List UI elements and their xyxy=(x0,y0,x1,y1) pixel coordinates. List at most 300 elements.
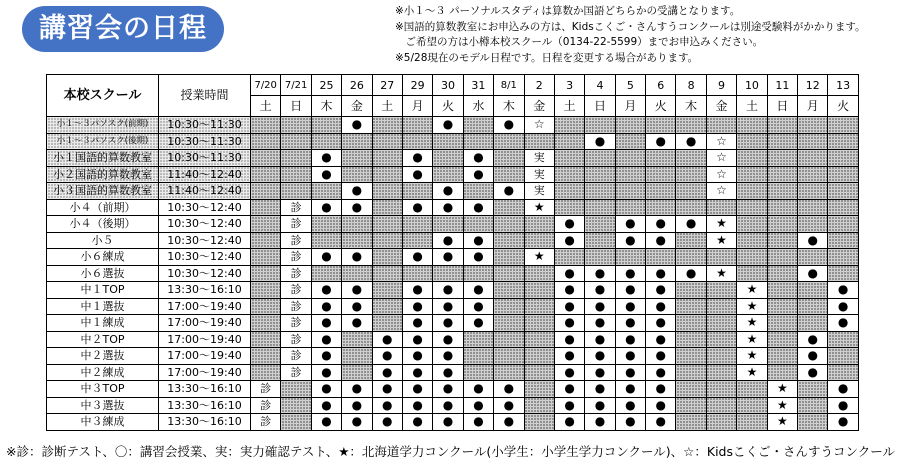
schedule-empty xyxy=(767,315,797,332)
table-row xyxy=(47,348,859,365)
mark-symbol: ● xyxy=(442,414,454,429)
mark-symbol: ● xyxy=(564,397,575,412)
schedule-mark xyxy=(706,232,736,249)
mark-symbol: ● xyxy=(685,216,697,231)
mark-symbol: ● xyxy=(564,265,575,280)
table-row xyxy=(47,183,859,200)
schedule-empty xyxy=(251,150,281,167)
mark-symbol: ★ xyxy=(746,298,758,313)
schedule-empty xyxy=(433,166,463,183)
schedule-mark xyxy=(433,331,463,348)
course-name: 小５ xyxy=(47,232,159,249)
schedule-empty xyxy=(342,348,372,365)
schedule-mark xyxy=(281,348,311,365)
schedule-mark xyxy=(311,150,341,167)
schedule-empty xyxy=(372,199,402,216)
mark-symbol: ● xyxy=(594,348,606,363)
schedule-empty xyxy=(737,414,767,431)
schedule-empty xyxy=(554,150,584,167)
schedule-mark xyxy=(494,414,524,431)
schedule-empty xyxy=(737,199,767,216)
course-name: 中１練成 xyxy=(47,315,159,332)
schedule-mark xyxy=(615,364,645,381)
mark-symbol: ● xyxy=(655,232,667,247)
schedule-mark xyxy=(463,282,493,299)
schedule-mark xyxy=(737,315,767,332)
schedule-empty xyxy=(676,183,706,200)
schedule-empty xyxy=(554,183,584,200)
mark-symbol: 診 xyxy=(290,266,302,280)
mark-symbol: ● xyxy=(321,381,332,396)
schedule-empty xyxy=(463,364,493,381)
schedule-mark xyxy=(646,232,676,249)
schedule-empty xyxy=(524,348,554,365)
schedule-mark xyxy=(828,298,858,315)
schedule-mark xyxy=(433,183,463,200)
course-name: 中２練成 xyxy=(47,364,159,381)
mark-symbol: 診 xyxy=(290,299,302,313)
table-row xyxy=(47,150,859,167)
schedule-empty xyxy=(372,232,402,249)
mark-symbol: ● xyxy=(351,249,363,264)
schedule-mark xyxy=(737,364,767,381)
schedule-empty xyxy=(585,216,615,233)
mark-symbol: 診 xyxy=(260,382,272,396)
mark-symbol: ● xyxy=(807,348,818,363)
mark-symbol: ● xyxy=(564,315,575,330)
schedule-empty xyxy=(798,216,828,233)
mark-symbol: ● xyxy=(503,117,515,132)
date-cell: 31 xyxy=(463,75,493,96)
mark-symbol: ● xyxy=(412,282,423,297)
schedule-mark xyxy=(646,364,676,381)
course-name: 小１～３パソスク(後期) xyxy=(47,133,159,150)
schedule-mark xyxy=(311,166,341,183)
schedule-empty xyxy=(737,216,767,233)
schedule-mark xyxy=(311,331,341,348)
course-name: 小４（前期） xyxy=(47,199,159,216)
mark-symbol: ● xyxy=(351,397,363,412)
class-time: 17:00～19:40 xyxy=(159,298,251,315)
mark-symbol: ● xyxy=(564,348,575,363)
schedule-empty xyxy=(767,183,797,200)
class-time: 13:30～16:10 xyxy=(159,282,251,299)
class-time: 17:00～19:40 xyxy=(159,348,251,365)
schedule-empty xyxy=(646,183,676,200)
mark-symbol: ● xyxy=(655,364,667,379)
weekday-cell: 木 xyxy=(494,96,524,117)
schedule-empty xyxy=(524,298,554,315)
schedule-mark xyxy=(372,331,402,348)
mark-symbol: 診 xyxy=(290,200,302,214)
schedule-mark xyxy=(433,298,463,315)
schedule-mark xyxy=(402,199,432,216)
schedule-mark xyxy=(828,397,858,414)
schedule-empty xyxy=(372,183,402,200)
mark-symbol: ● xyxy=(351,282,363,297)
mark-symbol: ● xyxy=(321,166,332,181)
class-time: 10:30～11:30 xyxy=(159,117,251,134)
schedule-mark xyxy=(676,216,706,233)
schedule-mark xyxy=(402,381,432,398)
schedule-mark xyxy=(737,282,767,299)
schedule-empty xyxy=(676,364,706,381)
schedule-empty xyxy=(585,249,615,266)
table-row xyxy=(47,298,859,315)
schedule-empty xyxy=(767,348,797,365)
schedule-empty xyxy=(372,249,402,266)
schedule-mark xyxy=(646,216,676,233)
mark-symbol: ● xyxy=(473,249,484,264)
schedule-empty xyxy=(402,232,432,249)
mark-symbol: ★ xyxy=(533,199,545,214)
schedule-empty xyxy=(767,265,797,282)
schedule-empty xyxy=(828,150,858,167)
schedule-mark xyxy=(402,348,432,365)
schedule-empty xyxy=(706,117,736,134)
schedule-empty xyxy=(706,397,736,414)
mark-symbol: ● xyxy=(382,331,393,346)
schedule-mark xyxy=(372,348,402,365)
schedule-empty xyxy=(524,133,554,150)
schedule-empty xyxy=(251,232,281,249)
mark-symbol: ● xyxy=(351,315,363,330)
mark-symbol: ● xyxy=(625,331,636,346)
schedule-empty xyxy=(706,364,736,381)
schedule-mark xyxy=(798,331,828,348)
schedule-mark xyxy=(706,183,736,200)
mark-symbol: ● xyxy=(594,265,606,280)
schedule-empty xyxy=(402,117,432,134)
notes-block xyxy=(395,4,915,66)
schedule-mark xyxy=(463,315,493,332)
schedule-empty xyxy=(737,265,767,282)
weekday-cell: 月 xyxy=(402,96,432,117)
schedule-empty xyxy=(585,232,615,249)
mark-symbol: ★ xyxy=(716,216,727,231)
mark-symbol: ● xyxy=(473,397,484,412)
schedule-mark xyxy=(524,199,554,216)
mark-symbol: ● xyxy=(655,381,667,396)
schedule-empty xyxy=(767,331,797,348)
schedule-empty xyxy=(737,249,767,266)
mark-symbol: ● xyxy=(655,414,667,429)
schedule-empty xyxy=(494,331,524,348)
schedule-mark xyxy=(615,397,645,414)
schedule-empty xyxy=(251,298,281,315)
schedule-mark xyxy=(554,232,584,249)
mark-symbol: ● xyxy=(594,133,606,148)
schedule-empty xyxy=(372,216,402,233)
schedule-mark xyxy=(311,381,341,398)
mark-symbol: ● xyxy=(412,381,423,396)
schedule-empty xyxy=(372,298,402,315)
course-name: 中２TOP xyxy=(47,331,159,348)
mark-symbol: ● xyxy=(412,166,423,181)
class-time: 10:30～12:40 xyxy=(159,199,251,216)
schedule-mark xyxy=(798,348,828,365)
mark-symbol: ● xyxy=(321,397,332,412)
mark-symbol: ● xyxy=(655,265,667,280)
mark-symbol: ● xyxy=(655,282,667,297)
schedule-mark xyxy=(615,348,645,365)
schedule-empty xyxy=(798,249,828,266)
date-cell: 25 xyxy=(311,75,341,96)
course-name: 中３TOP xyxy=(47,381,159,398)
schedule-empty xyxy=(828,265,858,282)
mark-symbol: ● xyxy=(442,364,454,379)
mark-symbol: 診 xyxy=(290,283,302,297)
mark-symbol: ● xyxy=(442,199,454,214)
mark-symbol: ★ xyxy=(776,381,788,396)
mark-symbol: ● xyxy=(564,232,575,247)
header-row-dates xyxy=(47,75,859,96)
mark-symbol: ● xyxy=(655,298,667,313)
mark-symbol: ● xyxy=(503,381,515,396)
schedule-empty xyxy=(798,315,828,332)
schedule-empty xyxy=(281,397,311,414)
schedule-mark xyxy=(372,381,402,398)
mark-symbol: ● xyxy=(473,166,484,181)
schedule-empty xyxy=(251,282,281,299)
mark-symbol: ● xyxy=(321,315,332,330)
schedule-mark xyxy=(281,315,311,332)
weekday-cell: 月 xyxy=(798,96,828,117)
date-cell: 7/20 xyxy=(251,75,281,96)
schedule-empty xyxy=(676,397,706,414)
mark-symbol: 実 xyxy=(533,167,545,181)
mark-symbol: ● xyxy=(594,315,606,330)
mark-symbol: ● xyxy=(412,249,423,264)
schedule-empty xyxy=(676,249,706,266)
schedule-empty xyxy=(585,166,615,183)
schedule-mark xyxy=(828,282,858,299)
mark-symbol: ● xyxy=(837,315,849,330)
mark-symbol: ● xyxy=(625,232,636,247)
schedule-empty xyxy=(767,232,797,249)
schedule-mark xyxy=(615,315,645,332)
mark-symbol: ● xyxy=(442,298,454,313)
mark-symbol: ● xyxy=(837,381,849,396)
mark-symbol: ★ xyxy=(746,364,758,379)
schedule-mark xyxy=(585,282,615,299)
schedule-empty xyxy=(281,117,311,134)
schedule-mark xyxy=(554,315,584,332)
schedule-empty xyxy=(524,232,554,249)
schedule-mark xyxy=(706,166,736,183)
schedule-mark xyxy=(554,381,584,398)
class-time: 11:40～12:40 xyxy=(159,166,251,183)
schedule-empty xyxy=(463,216,493,233)
legend-footer: ※診：診断テスト、〇：講習会授業、実：実力確認テスト、★：北海道学力コンクール(小学生：小学生学力コンクール)、☆：Kidsこくご・さんすうコンクール xyxy=(6,444,896,459)
mark-symbol: ● xyxy=(503,397,515,412)
schedule-empty xyxy=(251,331,281,348)
schedule-empty xyxy=(767,117,797,134)
schedule-empty xyxy=(798,166,828,183)
mark-symbol: ● xyxy=(351,414,363,429)
schedule-mark xyxy=(646,348,676,365)
schedule-mark xyxy=(554,331,584,348)
schedule-mark xyxy=(524,249,554,266)
mark-symbol: ☆ xyxy=(716,166,727,181)
mark-symbol: 診 xyxy=(290,250,302,264)
schedule-empty xyxy=(251,117,281,134)
mark-symbol: ☆ xyxy=(716,133,727,148)
schedule-mark xyxy=(706,133,736,150)
class-time: 10:30～11:30 xyxy=(159,150,251,167)
schedule-empty xyxy=(251,183,281,200)
mark-symbol: ☆ xyxy=(716,183,727,198)
schedule-mark xyxy=(524,117,554,134)
schedule-empty xyxy=(676,298,706,315)
schedule-mark xyxy=(342,397,372,414)
schedule-empty xyxy=(767,249,797,266)
mark-symbol: 実 xyxy=(533,184,545,198)
course-name: 小１～３パソスク(前期) xyxy=(47,117,159,134)
schedule-mark xyxy=(494,397,524,414)
mark-symbol: ● xyxy=(412,150,423,165)
weekday-cell: 土 xyxy=(554,96,584,117)
mark-symbol: ● xyxy=(625,381,636,396)
schedule-empty xyxy=(646,117,676,134)
mark-symbol: ● xyxy=(564,414,575,429)
schedule-empty xyxy=(463,133,493,150)
schedule-mark xyxy=(585,331,615,348)
schedule-mark xyxy=(342,199,372,216)
schedule-mark xyxy=(646,315,676,332)
schedule-mark xyxy=(342,183,372,200)
mark-symbol: ● xyxy=(473,232,484,247)
schedule-mark xyxy=(585,265,615,282)
schedule-empty xyxy=(737,117,767,134)
schedule-empty xyxy=(342,133,372,150)
schedule-mark xyxy=(615,216,645,233)
mark-symbol: ● xyxy=(594,298,606,313)
schedule-empty xyxy=(828,348,858,365)
schedule-empty xyxy=(372,315,402,332)
schedule-mark xyxy=(706,265,736,282)
schedule-empty xyxy=(524,265,554,282)
schedule-mark xyxy=(433,348,463,365)
schedule-mark xyxy=(828,414,858,431)
mark-symbol: ● xyxy=(442,397,454,412)
schedule-mark xyxy=(311,397,341,414)
mark-symbol: ● xyxy=(594,282,606,297)
schedule-mark xyxy=(798,232,828,249)
schedule-mark xyxy=(342,315,372,332)
course-name: 小２国語的算数教室 xyxy=(47,166,159,183)
date-cell: 12 xyxy=(798,75,828,96)
schedule-mark xyxy=(372,414,402,431)
schedule-mark xyxy=(706,216,736,233)
mark-symbol: ● xyxy=(837,298,849,313)
schedule-mark xyxy=(585,133,615,150)
schedule-empty xyxy=(706,331,736,348)
schedule-empty xyxy=(706,298,736,315)
mark-symbol: ★ xyxy=(716,265,727,280)
schedule-mark xyxy=(706,150,736,167)
mark-symbol: ● xyxy=(412,364,423,379)
schedule-mark xyxy=(311,249,341,266)
mark-symbol: ● xyxy=(442,232,454,247)
schedule-empty xyxy=(554,249,584,266)
schedule-empty xyxy=(433,133,463,150)
schedule-mark xyxy=(402,397,432,414)
date-cell: 27 xyxy=(372,75,402,96)
mark-symbol: ● xyxy=(442,348,454,363)
schedule-mark xyxy=(524,183,554,200)
schedule-empty xyxy=(798,282,828,299)
mark-symbol: ★ xyxy=(746,348,758,363)
schedule-mark xyxy=(554,348,584,365)
schedule-mark xyxy=(585,414,615,431)
date-cell: 29 xyxy=(402,75,432,96)
schedule-empty xyxy=(251,315,281,332)
schedule-mark xyxy=(798,265,828,282)
date-cell: 3 xyxy=(554,75,584,96)
schedule-table xyxy=(46,74,859,431)
mark-symbol: ● xyxy=(321,331,332,346)
mark-symbol: ★ xyxy=(716,232,727,247)
schedule-mark xyxy=(737,331,767,348)
class-time: 17:00～19:40 xyxy=(159,315,251,332)
schedule-mark xyxy=(402,364,432,381)
date-cell: 5 xyxy=(615,75,645,96)
mark-symbol: 診 xyxy=(290,217,302,231)
weekday-cell: 火 xyxy=(828,96,858,117)
mark-symbol: ● xyxy=(655,348,667,363)
schedule-mark xyxy=(646,282,676,299)
schedule-mark xyxy=(251,397,281,414)
schedule-empty xyxy=(737,397,767,414)
mark-symbol: ● xyxy=(351,298,363,313)
mark-symbol: 診 xyxy=(290,349,302,363)
schedule-mark xyxy=(494,117,524,134)
mark-symbol: ● xyxy=(321,414,332,429)
schedule-empty xyxy=(311,232,341,249)
schedule-empty xyxy=(494,249,524,266)
date-cell: 2 xyxy=(524,75,554,96)
schedule-empty xyxy=(433,216,463,233)
schedule-mark xyxy=(311,315,341,332)
schedule-empty xyxy=(828,331,858,348)
schedule-empty xyxy=(463,331,493,348)
schedule-mark xyxy=(342,381,372,398)
schedule-empty xyxy=(402,133,432,150)
schedule-mark xyxy=(402,315,432,332)
schedule-mark xyxy=(585,315,615,332)
schedule-empty xyxy=(737,183,767,200)
schedule-mark xyxy=(554,298,584,315)
schedule-empty xyxy=(494,364,524,381)
schedule-empty xyxy=(706,414,736,431)
schedule-mark xyxy=(494,381,524,398)
class-time: 10:30～12:40 xyxy=(159,249,251,266)
schedule-mark xyxy=(433,315,463,332)
schedule-empty xyxy=(798,150,828,167)
table-row xyxy=(47,133,859,150)
schedule-empty xyxy=(767,199,797,216)
schedule-mark xyxy=(463,249,493,266)
schedule-mark xyxy=(311,199,341,216)
schedule-mark xyxy=(311,298,341,315)
mark-symbol: ☆ xyxy=(533,117,545,132)
schedule-mark xyxy=(463,232,493,249)
weekday-cell: 土 xyxy=(251,96,281,117)
schedule-empty xyxy=(251,133,281,150)
schedule-mark xyxy=(342,298,372,315)
mark-symbol: 診 xyxy=(290,332,302,346)
